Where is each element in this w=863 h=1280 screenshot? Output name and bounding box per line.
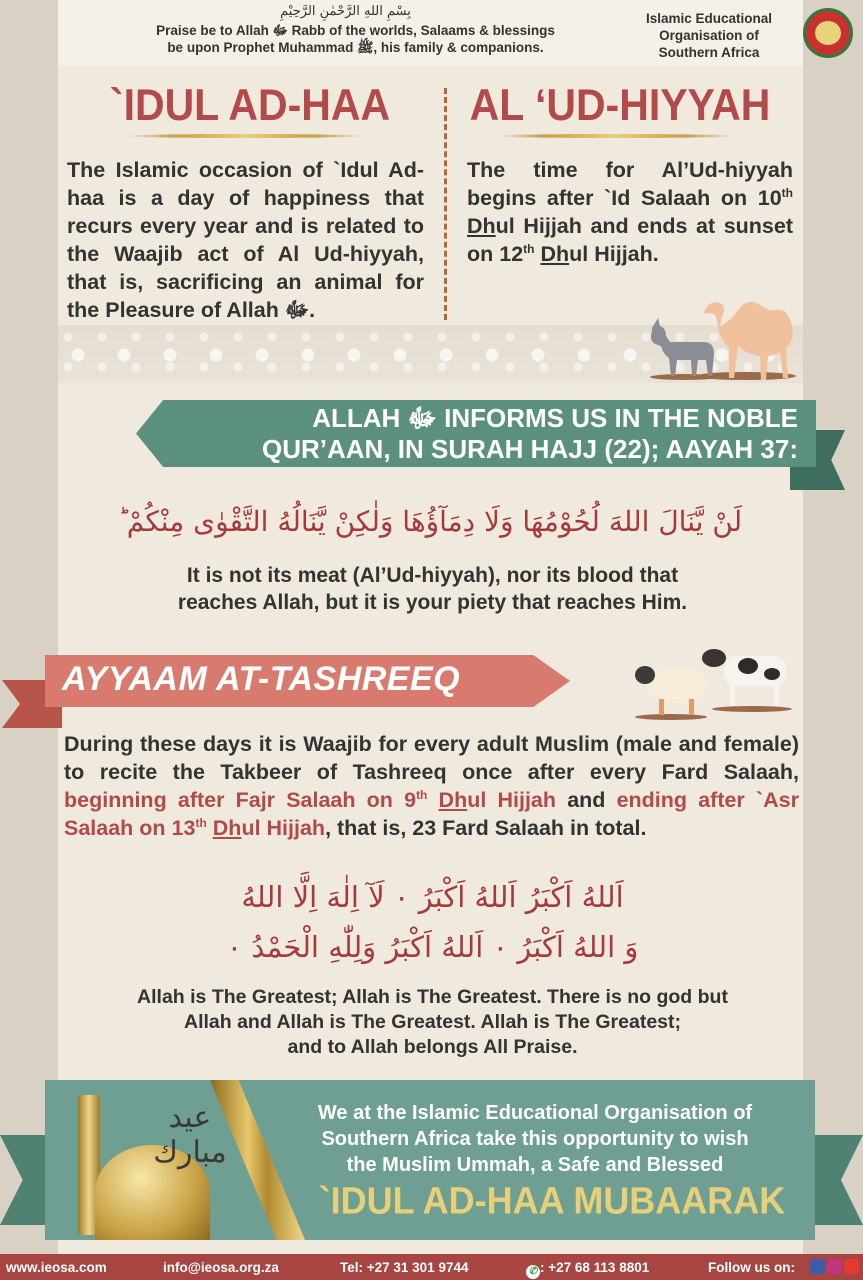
praise-text bbox=[118, 22, 593, 56]
org-name-line: Islamic Educational bbox=[645, 11, 773, 26]
dashed-divider bbox=[444, 88, 447, 320]
meaning-line: and to Allah belongs All Praise. bbox=[287, 1036, 578, 1058]
org-name bbox=[618, 10, 800, 61]
telephone-number: Tel: +27 31 301 9744 bbox=[340, 1260, 469, 1275]
youtube-icon[interactable] bbox=[844, 1259, 859, 1274]
greeting-message bbox=[280, 1100, 790, 1178]
sheep-icon bbox=[631, 655, 711, 720]
meaning-line: Allah is The Greatest; Allah is The Greatest. There is no god but bbox=[137, 986, 728, 1008]
greeting-line: We at the Islamic Educational Organisation of bbox=[317, 1102, 753, 1124]
translation-line: reaches Allah, but it is your piety that reaches Him. bbox=[177, 591, 688, 614]
goat-icon bbox=[646, 314, 720, 380]
translation-line: It is not its meat (Al’Ud-hiyyah), nor its blood that bbox=[186, 564, 679, 587]
greeting-line: Southern Africa take this opportunity to wish bbox=[321, 1128, 749, 1150]
gold-underline bbox=[125, 134, 365, 138]
header bbox=[58, 0, 803, 66]
whatsapp-contact[interactable]: ✆ : +27 68 113 8801 bbox=[526, 1260, 649, 1279]
meaning-line: Allah and Allah is The Greatest. Allah is The Greatest; bbox=[183, 1011, 682, 1033]
bismillah: بِسْمِ اللهِ الرَّحْمٰنِ الرَّحِيْمِ bbox=[280, 4, 411, 19]
quran-banner-text bbox=[170, 403, 798, 465]
email-link[interactable]: info@ieosa.org.za bbox=[163, 1260, 279, 1275]
praise-line: be upon Prophet Muhammad ﷺ, his family & companions. bbox=[167, 40, 544, 55]
facebook-icon[interactable] bbox=[810, 1259, 825, 1274]
takbeer-arabic-line: اَللهُ اَكْبَرُ اَللهُ اَكْبَرُ ۰ لَآ اِلٰهَ اِلَّا اللهُ bbox=[241, 880, 624, 914]
whatsapp-icon: ✆ bbox=[526, 1265, 540, 1279]
org-name-line: Organisation of bbox=[659, 28, 759, 43]
banner-line: ALLAH ﷻ INFORMS US IN THE NOBLE bbox=[312, 403, 798, 433]
greeting-title: `IDUL AD-HAA MUBAARAK bbox=[318, 1178, 786, 1222]
footer bbox=[0, 1254, 863, 1280]
follow-label: Follow us on: bbox=[708, 1260, 795, 1275]
praise-line: Praise be to Allah ﷻ Rabb of the worlds, Salaams & blessings bbox=[156, 23, 555, 38]
gold-underline bbox=[495, 134, 735, 138]
eid-mubarak-calligraphy: عيد مبارك bbox=[153, 1100, 227, 1170]
cow-icon bbox=[700, 640, 796, 712]
quran-translation bbox=[80, 562, 785, 616]
logo-emblem-icon bbox=[803, 8, 853, 58]
takbeer-arabic-line: وَ اللهُ اَكْبَرُ ۰ اَللهُ اَكْبَرُ وَلِلّٰهِ الْحَمْدُ ۰ bbox=[226, 930, 639, 964]
tashreeq-description: During these days it is Waajib for every adult Muslim (male and female) to recite the Takbeer of Tashreeq once after every Fard Salaah, beginning after Fajr Salaah on 9th Dhul Hijjah and ending after `Asr Salaah on 13th Dhul Hijjah, that is, 23 Fard Salaah in total. bbox=[64, 732, 799, 840]
banner-line: QUR’AAN, IN SURAH HAJJ (22); AAYAH 37: bbox=[262, 434, 798, 464]
quran-arabic-verse: لَنْ يَّنَالَ اللهَ لُحُوْمُهَا وَلَا دِمَآؤُهَا وَلٰكِنْ يَّنَالُهُ التَّقْوٰى مِنْكُمْ ؕ bbox=[117, 505, 743, 538]
udhiyyah-title: AL ‘UD-HIYYAH bbox=[469, 80, 771, 130]
udhiyyah-description: The time for Al’Ud-hiyyah begins after `Id Salaah on 10th Dhul Hijjah and ends at sunset on 12th Dhul Hijjah. bbox=[467, 158, 793, 266]
website-link[interactable]: www.ieosa.com bbox=[6, 1260, 107, 1275]
takbeer-meaning bbox=[75, 985, 790, 1060]
tashreeq-banner-text: AYYAAM AT-TASHREEQ bbox=[62, 660, 461, 698]
instagram-icon[interactable] bbox=[827, 1259, 842, 1274]
org-name-line: Southern Africa bbox=[658, 45, 760, 60]
greeting-line: the Muslim Ummah, a Safe and Blessed bbox=[346, 1154, 724, 1176]
idul-description: The Islamic occasion of `Idul Ad-haa is a day of happiness that recurs every year and is related to the Waajib act of Al Ud-hiyyah, that is, sacrificing an animal for the Pleasure of Allah ﷻ. bbox=[67, 158, 424, 322]
idul-title: `IDUL AD-HAA bbox=[109, 80, 391, 130]
